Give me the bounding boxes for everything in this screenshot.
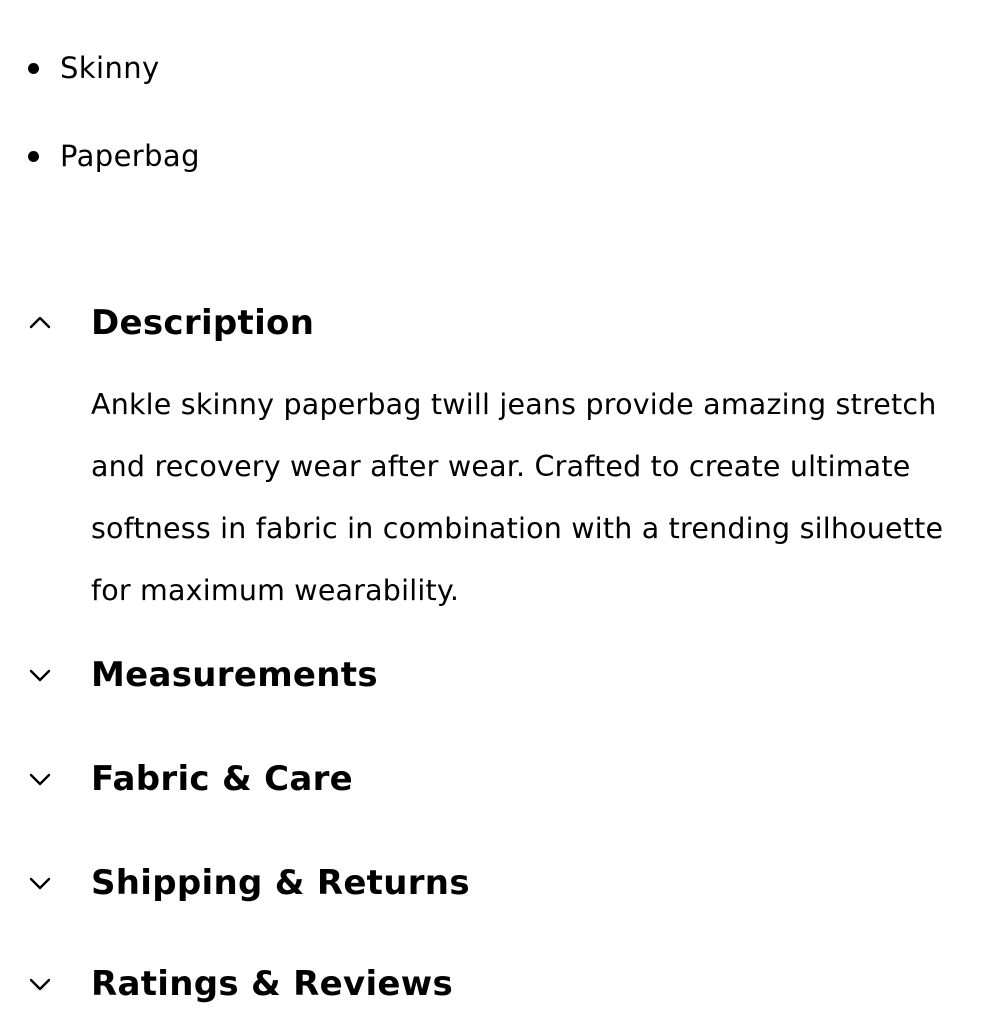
accordion-title: Ratings & Reviews [91, 964, 454, 1004]
accordion-header-description[interactable] [0, 293, 1000, 353]
chevron-down-icon [26, 661, 54, 689]
bullet-dot [28, 63, 39, 74]
accordion-header-ratings-reviews[interactable] [0, 954, 1000, 1014]
fit-type-label: Skinny [60, 51, 160, 85]
chevron-down-icon [26, 869, 54, 897]
fit-type-list-item [0, 136, 1000, 176]
accordion-title: Shipping & Returns [91, 863, 470, 903]
chevron-down-icon [26, 765, 54, 793]
accordion-title: Description [91, 303, 315, 343]
fit-type-label: Paperbag [60, 139, 200, 173]
accordion-title: Fabric & Care [91, 759, 354, 799]
accordion-header-measurements[interactable] [0, 645, 1000, 705]
chevron-down-icon [26, 970, 54, 998]
chevron-up-icon [26, 309, 54, 337]
accordion-header-shipping-returns[interactable] [0, 853, 1000, 913]
fit-type-list-item [0, 48, 1000, 88]
accordion-title: Measurements [91, 655, 378, 695]
bullet-dot [28, 151, 39, 162]
description-text: Ankle skinny paperbag twill jeans provide amazing stretch and recovery wear after wear. Crafted to create ultimate softness in fabric in combination with a trending silhouette for maximum wearability. [91, 388, 944, 607]
accordion-header-fabric-care[interactable] [0, 749, 1000, 809]
